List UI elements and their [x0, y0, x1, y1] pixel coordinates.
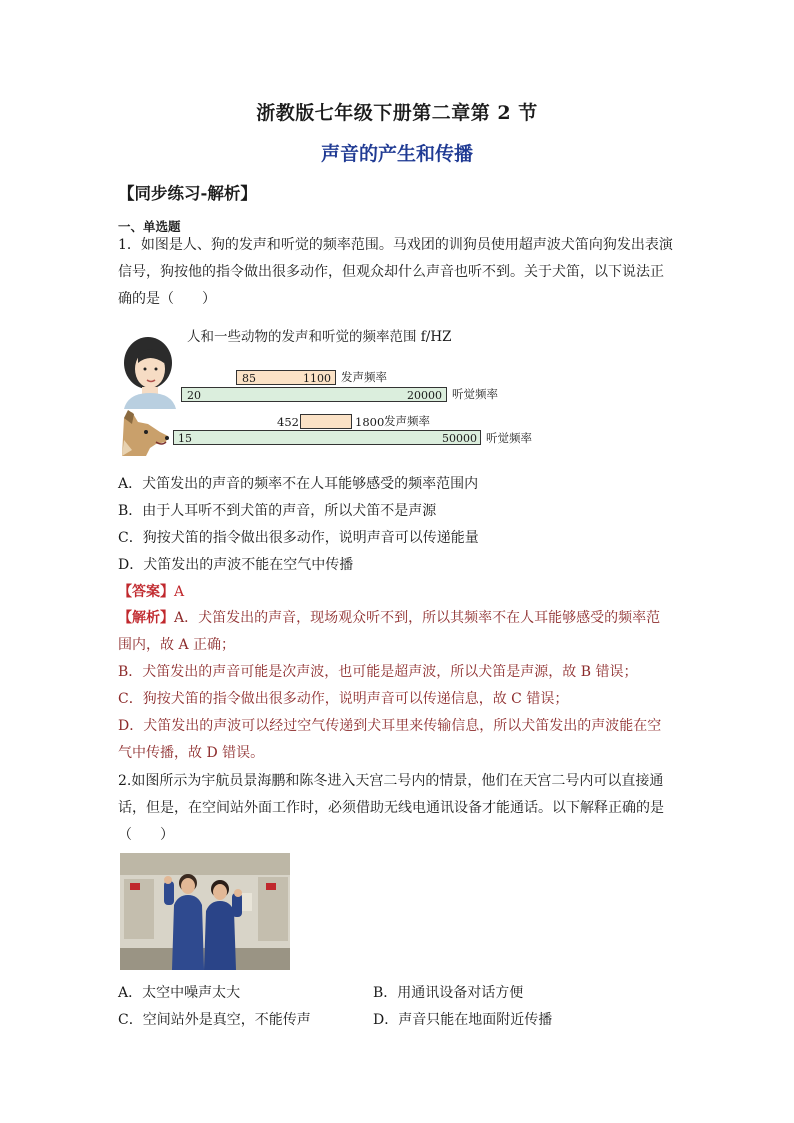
q2-option-d: D．声音只能在地面附近传播: [373, 1012, 553, 1028]
human-voice-label: 发声频率: [341, 370, 387, 384]
q1-option-c: C．狗按犬笛的指令做出很多动作，说明声音可以传递能量: [118, 530, 479, 546]
q1-answer: [118, 581, 184, 601]
dog-illustration: [118, 410, 170, 458]
human-hearing-label: 听觉频率: [452, 387, 498, 401]
analysis-line: D．犬笛发出的声波可以经过空气传递到犬耳里来传输信息，所以犬笛发出的声波能在空: [118, 718, 662, 734]
astronauts-photo: [120, 853, 290, 970]
answer-value: A: [174, 584, 185, 600]
q2-option-c: C．空间站外是真空，不能传声: [118, 1012, 311, 1028]
q2-stem-line: （ ）: [118, 827, 174, 843]
q1-stem-line: 确的是（ ）: [118, 291, 216, 307]
q2-stem-line: 话，但是，在空间站外面工作时，必须借助无线电通讯设备才能通话。以下解释正确的是: [118, 800, 664, 816]
q2-stem-line: 2.如图所示为宇航员景海鹏和陈冬进入天宫二号内的情景，他们在天宫二号内可以直接通: [118, 773, 664, 789]
analysis-line: 围内，故 A 正确；: [118, 637, 236, 653]
dog-hearing-label: 听觉频率: [486, 431, 532, 445]
human-hearing-min: 20: [187, 389, 201, 402]
section-heading: 一、单选题: [118, 219, 181, 234]
dog-voice-max: 1800: [355, 415, 385, 429]
dog-hearing-bar: [173, 430, 481, 445]
dog-hearing-max: 50000: [442, 432, 477, 445]
section-tag: 【同步练习-解析】: [118, 184, 257, 203]
figure-title: 人和一些动物的发声和听觉的频率范围 f/HZ: [187, 329, 452, 345]
q1-option-d: D．犬笛发出的声波不能在空气中传播: [118, 557, 354, 573]
analysis-label: 【解析】: [118, 610, 174, 626]
human-voice-bar: [236, 370, 336, 385]
dog-voice-bar: [300, 414, 352, 429]
q1-stem-line: 信号，狗按他的指令做出很多动作，但观众却什么声音也听不到。关于犬笛，以下说法正: [118, 264, 664, 280]
human-voice-min: 85: [242, 372, 256, 385]
q2-option-b: B．用通讯设备对话方便: [373, 985, 524, 1001]
human-hearing-bar: [181, 387, 447, 402]
human-voice-max: 1100: [303, 372, 331, 385]
page-subtitle: 声音的产生和传播: [320, 143, 473, 165]
analysis-line: C．狗按犬笛的指令做出很多动作，说明声音可以传递信息，故 C 错误；: [118, 691, 569, 707]
human-hearing-max: 20000: [407, 389, 442, 402]
woman-illustration: [118, 333, 178, 409]
q2-option-a: A．太空中噪声太大: [118, 985, 241, 1001]
dog-hearing-min: 15: [178, 432, 192, 445]
q1-option-a: A．犬笛发出的声音的频率不在人耳能够感受的频率范围内: [118, 476, 479, 492]
answer-label: 【答案】: [118, 584, 174, 600]
q1-stem-line: 1．如图是人、狗的发声和听觉的频率范围。马戏团的训狗员使用超声波犬笛向狗发出表演: [118, 237, 673, 253]
q2-stem: [118, 768, 678, 849]
analysis-line: B．犬笛发出的声音可能是次声波，也可能是超声波，所以犬笛是声源，故 B 错误；: [118, 664, 638, 680]
analysis-line: 气中传播，故 D 错误。: [118, 745, 265, 761]
page-title: 浙教版七年级下册第二章第 2 节: [256, 102, 538, 124]
dog-voice-min: 452: [277, 415, 299, 429]
dog-voice-label: 发声频率: [384, 414, 430, 428]
analysis-line: A．犬笛发出的声音，现场观众听不到，所以其频率不在人耳能够感受的频率范: [174, 610, 661, 626]
q1-stem: [118, 232, 678, 313]
q1-option-b: B．由于人耳听不到犬笛的声音，所以犬笛不是声源: [118, 503, 437, 519]
q1-analysis: [118, 605, 678, 767]
